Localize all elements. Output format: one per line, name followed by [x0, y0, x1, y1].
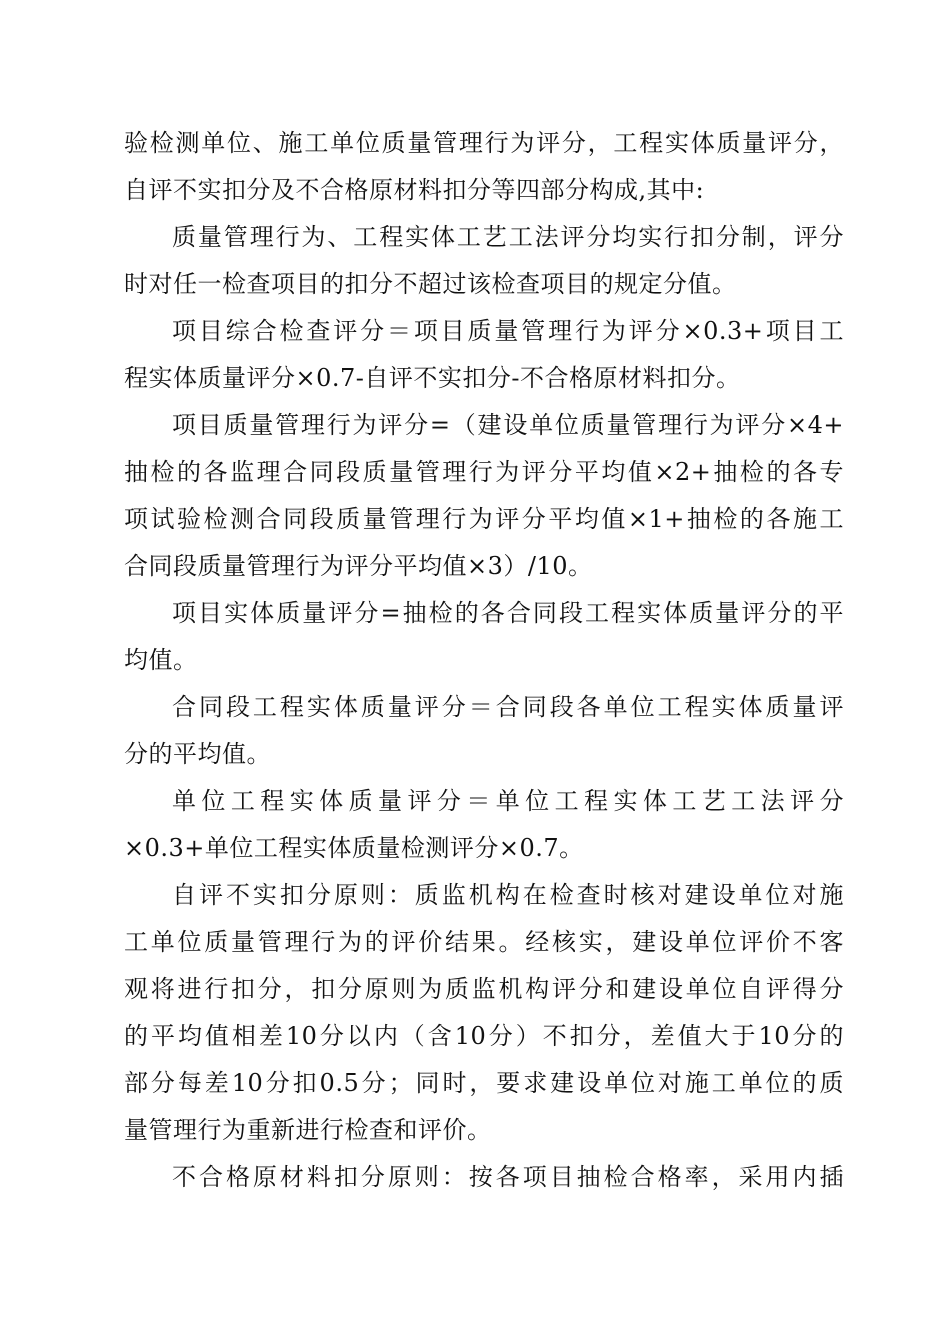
text-line: 分的平均值。	[124, 740, 271, 768]
paragraph-first-line: 质量管理行为、工程实体工艺工法评分均实行扣分制，评分	[172, 223, 844, 251]
text-line: 自评不实扣分及不合格原材料扣分等四部分构成,其中:	[124, 176, 705, 204]
paragraph-first-line: 项目实体质量评分=抽检的各合同段工程实体质量评分的平	[172, 599, 844, 627]
paragraph-first-line: 不合格原材料扣分原则：按各项目抽检合格率，采用内插	[172, 1163, 844, 1191]
paragraph-first-line: 单位工程实体质量评分＝单位工程实体工艺工法评分	[172, 787, 844, 815]
text-line: 抽检的各监理合同段质量管理行为评分平均值×2+抽检的各专	[124, 458, 844, 486]
text-line: 程实体质量评分×0.7-自评不实扣分-不合格原材料扣分。	[124, 364, 741, 392]
text-line: 验检测单位、施工单位质量管理行为评分，工程实体质量评分，	[124, 129, 844, 157]
text-line: 的平均值相差10分以内（含10分）不扣分，差值大于10分的	[124, 1022, 844, 1050]
text-line: 项试验检测合同段质量管理行为评分平均值×1+抽检的各施工	[124, 505, 844, 533]
text-line: 时对任一检查项目的扣分不超过该检查项目的规定分值。	[124, 270, 737, 298]
text-line: ×0.3+单位工程实体质量检测评分×0.7。	[124, 834, 584, 862]
paragraph-first-line: 合同段工程实体质量评分＝合同段各单位工程实体质量评	[172, 693, 844, 721]
text-line: 观将进行扣分，扣分原则为质监机构评分和建设单位自评得分	[124, 975, 844, 1003]
text-line: 均值。	[124, 646, 198, 674]
paragraph-first-line: 项目综合检查评分＝项目质量管理行为评分×0.3+项目工	[172, 317, 844, 345]
paragraph-first-line: 项目质量管理行为评分=（建设单位质量管理行为评分×4+	[172, 411, 844, 439]
text-line: 工单位质量管理行为的评价结果。经核实，建设单位评价不客	[124, 928, 844, 956]
text-line: 量管理行为重新进行检查和评价。	[124, 1116, 492, 1144]
paragraph-first-line: 自评不实扣分原则：质监机构在检查时核对建设单位对施	[172, 881, 844, 909]
text-line: 合同段质量管理行为评分平均值×3）/10。	[124, 552, 593, 580]
document-body	[124, 120, 844, 1201]
text-line: 部分每差10分扣0.5分；同时，要求建设单位对施工单位的质	[124, 1069, 844, 1097]
